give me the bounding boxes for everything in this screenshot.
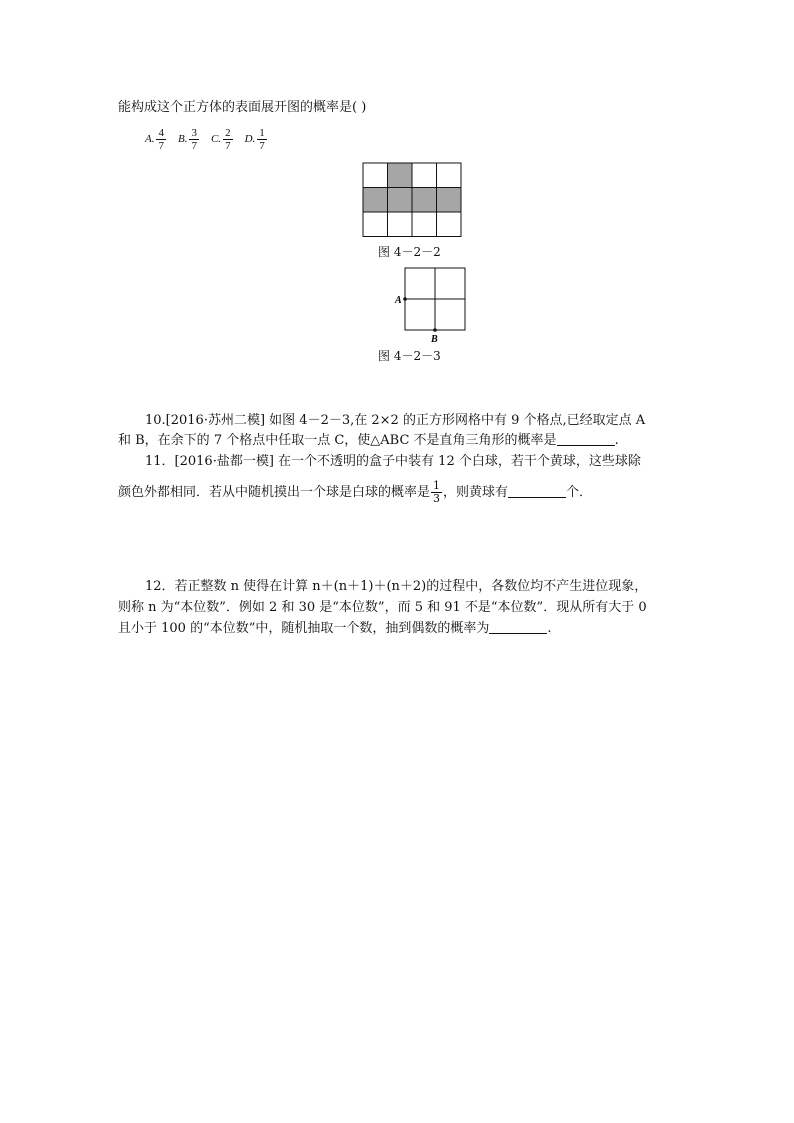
q9-choice-b: B. $\frac{3}{7}$ bbox=[177, 126, 197, 152]
grid-cell bbox=[412, 163, 437, 188]
grid-cell bbox=[388, 212, 413, 237]
q12-line1: 12．若正整数 n 使得在计算 n＋(n＋1)＋(n＋2)的过程中，各数位均不产生进位现象， bbox=[145, 579, 648, 594]
figure-cube-net-grid bbox=[362, 162, 462, 238]
grid-cell bbox=[437, 212, 462, 237]
q11-answer-blank[interactable] bbox=[508, 484, 566, 498]
q10-line1: 10.[2016·苏州二模] 如图 4－2－3,在 2×2 的正方形网格中有 9 个格点,已经取定点 A bbox=[145, 413, 646, 428]
q9-choice-d: D. $\frac{1}{7}$ bbox=[244, 126, 265, 152]
grid-cell-shaded bbox=[388, 163, 413, 188]
grid-cell bbox=[412, 212, 437, 237]
grid-cell bbox=[437, 163, 462, 188]
grid-cell bbox=[363, 163, 388, 188]
q9-choices bbox=[145, 122, 279, 156]
q10-answer-blank[interactable] bbox=[557, 432, 615, 446]
q9-stem: 能构成这个正方体的表面展开图的概率是( ) bbox=[118, 100, 367, 115]
grid-cell-shaded bbox=[412, 188, 437, 213]
figure-caption-4-2-2: 图 4－2－2 bbox=[378, 245, 441, 259]
grid-cell-shaded bbox=[388, 188, 413, 213]
q11-line2: 颜色外都相同．若从中随机摸出一个球是白球的概率是 $\frac{1}{3}$ ，则黄球有 个． bbox=[118, 479, 593, 505]
q9-choice-c: C. $\frac{2}{7}$ bbox=[210, 126, 231, 152]
q11-fraction: $\frac{1}{3}$ bbox=[433, 479, 441, 505]
grid-cell-shaded bbox=[437, 188, 462, 213]
figure-2x2-lattice bbox=[394, 266, 470, 344]
q12-line2: 则称 n 为“本位数”．例如 2 和 30 是“本位数”，而 5 和 91 不是“本位数”．现从所有大于 0 bbox=[118, 600, 647, 615]
q12-answer-blank[interactable] bbox=[489, 620, 547, 634]
q9-choice-a: A. $\frac{4}{7}$ bbox=[145, 126, 164, 152]
label-a: A bbox=[395, 295, 402, 306]
figure-caption-4-2-3: 图 4－2－3 bbox=[378, 349, 441, 363]
point-a bbox=[403, 297, 407, 301]
q12-line3: 且小于 100 的“本位数”中，随机抽取一个数，抽到偶数的概率为 . bbox=[118, 621, 552, 636]
grid-cell bbox=[363, 212, 388, 237]
label-b: B bbox=[431, 334, 438, 344]
q10-line2: 和 B，在余下的 7 个格点中任取一点 C，使△ABC 不是直角三角形的概率是 . bbox=[118, 433, 619, 448]
q11-line1: 11．[2016·盐都一模] 在一个不透明的盒子中装有 12 个白球，若干个黄球，这些球除 bbox=[145, 454, 641, 469]
grid-cell-shaded bbox=[363, 188, 388, 213]
point-b bbox=[433, 328, 437, 332]
